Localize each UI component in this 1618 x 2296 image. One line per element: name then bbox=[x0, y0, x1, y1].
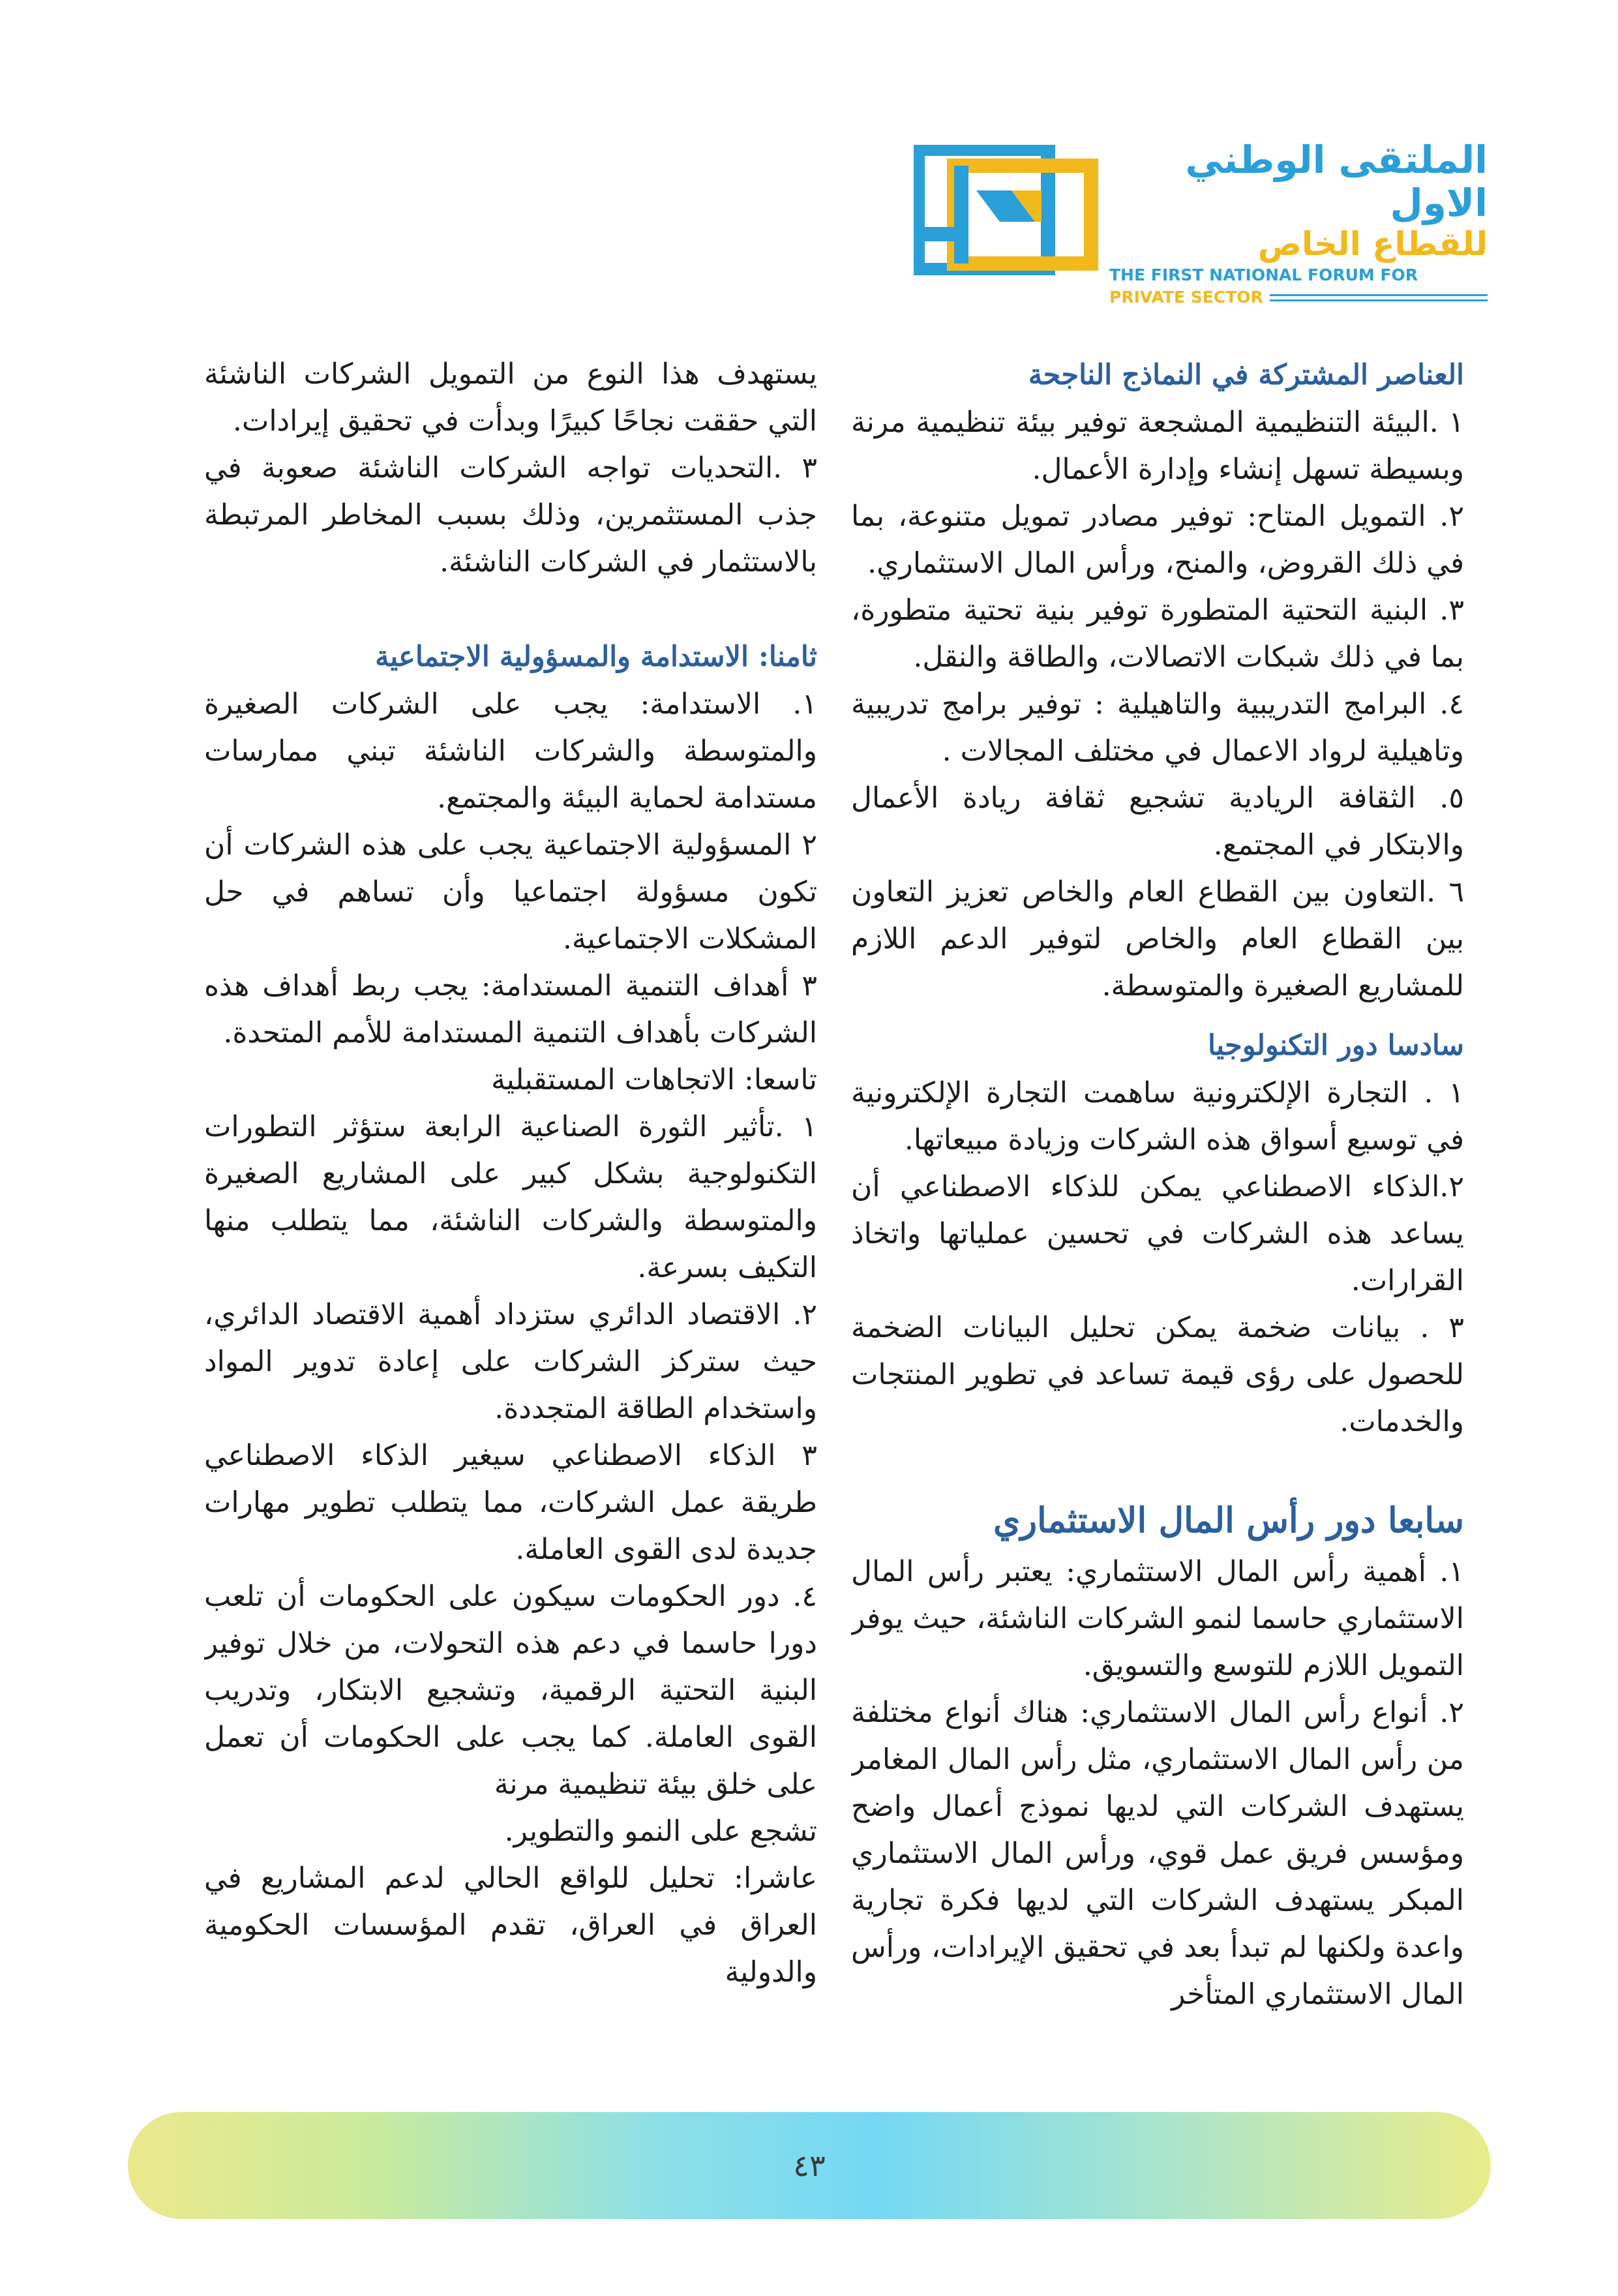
spacer bbox=[851, 1010, 1464, 1021]
logo-mark-icon bbox=[914, 145, 1103, 275]
heading-common-elements: العناصر المشتركة في النماذج الناجحة bbox=[1028, 359, 1464, 391]
heading-venture-capital: سابعا دور رأس المال الاستثماري bbox=[993, 1500, 1464, 1541]
list-item: ١ .البيئة التنظيمية المشجعة توفير بيئة تنظيمية مرنة وبسيطة تسهل إنشاء وإدارة الأعمال. bbox=[851, 406, 1464, 486]
logo-text bbox=[1109, 138, 1488, 308]
list-item: ١. الاستدامة: يجب على الشركات الصغيرة والمتوسطة والشركات الناشئة تبني ممارسات مستدامة لحماية البيئة والمجتمع. bbox=[204, 687, 817, 815]
logo-title-ar: الملتقى الوطني الاول bbox=[1185, 138, 1488, 225]
list-item: ٦ .التعاون بين القطاع العام والخاص تعزيز التعاون بين القطاع العام والخاص لتوفير الدعم اللازم للمشاريع الصغيرة والمتوسطة. bbox=[851, 875, 1464, 1003]
list-item: ٣ الذكاء الاصطناعي سيغير الذكاء الاصطناعي طريقة عمل الشركات، مما يتطلب تطوير مهارات جديدة لدى القوى العاملة. bbox=[204, 1439, 817, 1566]
spacer bbox=[204, 586, 817, 633]
page-number: ٤٣ bbox=[793, 2148, 826, 2183]
logo-title-en: THE FIRST NATIONAL FORUM FOR bbox=[1109, 265, 1418, 284]
list-item: تشجع على النمو والتطوير. bbox=[504, 1815, 817, 1848]
list-item: ٥. الثقافة الريادية تشجيع ثقافة ريادة الأعمال والابتكار في المجتمع. bbox=[851, 781, 1464, 862]
left-column bbox=[204, 351, 817, 2073]
list-item: ٢. أنواع رأس المال الاستثماري: هناك أنواع مختلفة من رأس المال الاستثماري، مثل رأس المال المغامر يستهدف الشركات التي لديها نموذج أعمال واضح ومؤسس فريق عمل قوي، ورأس المال الاستثماري المبكر يستهدف الشركات التي لديها فكرة تجارية واعدة ولكنها لم تبدأ بعد في تحقيق الإيرادات، ورأس المال الاستثماري المتأخر bbox=[851, 1696, 1464, 2011]
list-item: ٣ . بيانات ضخمة يمكن تحليل البيانات الضخمة للحصول على رؤى قيمة تساعد في تطوير المنتجات والخدمات. bbox=[851, 1311, 1464, 1438]
right-column bbox=[851, 351, 1464, 2073]
list-item: ٢ المسؤولية الاجتماعية يجب على هذه الشركات أن تكون مسؤولة اجتماعيا وأن تساهم في حل المشكلات الاجتماعية. bbox=[204, 828, 817, 956]
logo-rule bbox=[1270, 294, 1488, 301]
list-item: ٢. التمويل المتاح: توفير مصادر تمويل متنوعة، بما في ذلك القروض، والمنح، ورأس المال الاستثماري. bbox=[851, 500, 1464, 580]
heading-technology: سادسا دور التكنولوجيا bbox=[1208, 1029, 1464, 1062]
heading-sustainability: ثامنا: الاستدامة والمسؤولية الاجتماعية bbox=[375, 641, 817, 673]
subheading-future-trends: تاسعا: الاتجاهات المستقبلية bbox=[491, 1063, 817, 1096]
list-item: ٢.الذكاء الاصطناعي يمكن للذكاء الاصطناعي أن يساعد هذه الشركات في تحسين عملياتها واتخاذ القرارات. bbox=[851, 1170, 1464, 1297]
list-item: ١ . التجارة الإلكترونية ساهمت التجارة الإلكترونية في توسيع أسواق هذه الشركات وزيادة مبيعاتها. bbox=[851, 1076, 1464, 1156]
spacer bbox=[851, 1445, 1464, 1492]
forum-logo bbox=[914, 138, 1488, 307]
logo-subtitle-en bbox=[1109, 287, 1488, 308]
list-item: ١. أهمية رأس المال الاستثماري: يعتبر رأس المال الاستثماري حاسما لنمو الشركات الناشئة، حيث يوفر التمويل اللازم للتوسع والتسويق. bbox=[851, 1555, 1464, 1682]
list-item: يستهدف هذا النوع من التمويل الشركات الناشئة التي حققت نجاحًا كبيرًا وبدأت في تحقيق إيرادات. bbox=[204, 357, 817, 438]
list-item: ٤. دور الحكومات سيكون على الحكومات أن تلعب دورا حاسما في دعم هذه التحولات، من خلال توفير البنية التحتية الرقمية، وتشجيع الابتكار، وتدريب القوى العاملة. كما يجب على الحكومات أن تعمل على خلق بيئة تنظيمية مرنة bbox=[204, 1580, 817, 1801]
logo-subtitle-ar: للقطاع الخاص bbox=[1257, 225, 1488, 263]
list-item: ١ .تأثير الثورة الصناعية الرابعة ستؤثر التطورات التكنولوجية بشكل كبير على المشاريع الصغيرة والمتوسطة والشركات الناشئة، مما يتطلب منها التكيف بسرعة. bbox=[204, 1110, 817, 1284]
list-item: ٣. البنية التحتية المتطورة توفير بنية تحتية متطورة، بما في ذلك شبكات الاتصالات، والطاقة والنقل. bbox=[851, 594, 1464, 674]
list-item: ٤. البرامج التدريبية والتاهيلية : توفير برامج تدريبية وتاهيلية لرواد الاعمال في مختلف المجالات . bbox=[851, 687, 1464, 768]
footer-bar bbox=[128, 2112, 1491, 2219]
list-item: ٣ أهداف التنمية المستدامة: يجب ربط أهداف هذه الشركات بأهداف التنمية المستدامة للأمم المتحدة. bbox=[204, 969, 817, 1050]
logo-subtitle-en-text: PRIVATE SECTOR bbox=[1109, 288, 1263, 307]
list-item: ٢. الاقتصاد الدائري ستزداد أهمية الاقتصاد الدائري، حيث ستركز الشركات على إعادة تدوير المواد واستخدام الطاقة المتجددة. bbox=[204, 1298, 817, 1425]
list-item: ٣ .التحديات تواجه الشركات الناشئة صعوبة في جذب المستثمرين، وذلك بسبب المخاطر المرتبطة بالاستثمار في الشركات الناشئة. bbox=[204, 451, 817, 579]
closing-paragraph: عاشرا: تحليل للواقع الحالي لدعم المشاريع في العراق في العراق، تقدم المؤسسات الحكومية والدولية bbox=[204, 1862, 817, 1989]
